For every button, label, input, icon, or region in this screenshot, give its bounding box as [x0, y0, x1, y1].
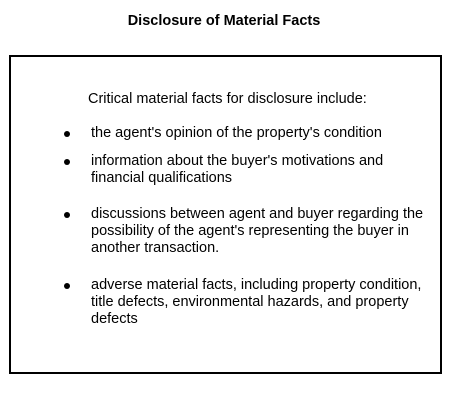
list-item	[64, 125, 434, 142]
bullet-text: adverse material facts, including property condition, title defects, environmental hazards, and property defects	[91, 277, 422, 327]
list-item	[64, 206, 434, 257]
bullet-list	[64, 125, 434, 328]
bullet-text: discussions between agent and buyer regarding the possibility of the agent's representing the buyer in another transaction.	[91, 206, 424, 256]
page-title: Disclosure of Material Facts	[127, 13, 321, 29]
bullet-icon	[64, 159, 70, 165]
bullet-icon	[64, 131, 70, 137]
intro-text: Critical material facts for disclosure include:	[88, 91, 367, 107]
bullet-icon	[64, 212, 70, 218]
bullet-icon	[64, 283, 70, 289]
bullet-text: information about the buyer's motivations and financial qualifications	[91, 153, 384, 186]
bullet-text: the agent's opinion of the property's condition	[91, 125, 382, 141]
content-box	[9, 55, 442, 374]
list-item	[64, 153, 434, 187]
list-item	[64, 277, 434, 328]
